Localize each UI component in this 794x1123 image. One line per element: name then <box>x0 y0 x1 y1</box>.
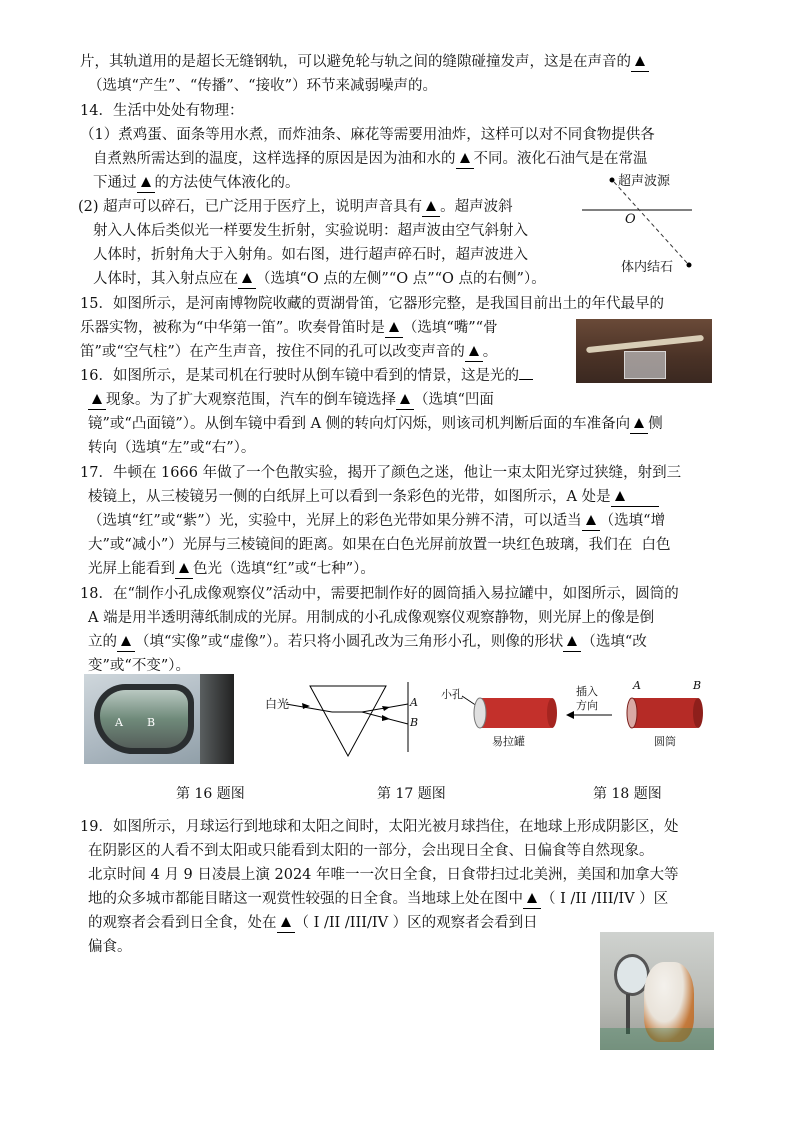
text: （选填“改 <box>581 634 647 650</box>
answer-blank[interactable] <box>611 488 659 507</box>
q14-line <box>93 221 528 241</box>
incident-ray <box>286 704 332 712</box>
q17-line <box>88 511 665 531</box>
text: 棱镜上，从三棱镜另一侧的白纸屏上可以看到一条彩色的光带，如图所示，A 处是 <box>88 489 611 505</box>
mirror-frame <box>94 684 194 754</box>
source-dot <box>610 178 615 183</box>
stone-dot <box>687 263 692 268</box>
text: 14．生活中处处有物理： <box>80 103 244 119</box>
text: 偏食。 <box>88 939 132 955</box>
tube-screen-end <box>627 698 637 728</box>
triangle-marker-icon <box>527 893 537 903</box>
q17-line <box>88 535 670 555</box>
text: 下通过 <box>93 175 137 191</box>
triangle-marker-icon <box>469 346 479 356</box>
q19-line <box>80 817 678 837</box>
q16-line <box>80 366 533 386</box>
tube-back <box>693 698 703 728</box>
prism-diagram <box>266 678 426 768</box>
q14-line <box>93 269 546 289</box>
answer-blank[interactable] <box>563 633 581 652</box>
answer-blank[interactable] <box>137 174 155 193</box>
prism <box>310 686 386 756</box>
q18-line <box>88 632 647 652</box>
text: （ I /II /III/IV ）区 <box>541 891 669 907</box>
q17-line <box>80 463 681 483</box>
direction-label: 方向 <box>576 699 598 712</box>
insert-arrow <box>566 710 616 720</box>
q15-line <box>80 318 498 338</box>
text: 人体时，其入射点应在 <box>93 271 238 287</box>
q17-line <box>88 487 659 507</box>
text: （选填“增 <box>599 513 666 529</box>
q14-title <box>80 101 243 121</box>
answer-blank[interactable] <box>465 343 483 362</box>
q13-line2 <box>88 76 437 96</box>
q19-line <box>88 937 132 957</box>
text: 现象。为了扩大观察范围，汽车的倒车镜选择 <box>106 392 396 408</box>
arrow-icon <box>382 706 390 711</box>
q19-line <box>88 889 668 909</box>
text: (2) 超声可以碎石，已广泛用于医疗上，说明声音具有 <box>78 199 423 215</box>
label-a: A <box>410 696 418 709</box>
mirror-label-b: B <box>147 716 156 729</box>
text: （选填“凹面 <box>414 392 494 408</box>
triangle-marker-icon <box>141 177 151 187</box>
display-stand <box>624 351 666 379</box>
answer-blank[interactable] <box>238 270 256 289</box>
text: （选填“O 点的左侧”“O 点”“O 点的右侧”）。 <box>256 271 546 287</box>
answer-blank[interactable] <box>88 391 106 410</box>
text: 的观察者会看到日全食，处在 <box>88 915 277 931</box>
answer-blank[interactable] <box>396 391 414 410</box>
answer-blank[interactable] <box>631 53 649 72</box>
text: 色光（选填“红”或“七种”）。 <box>193 561 375 577</box>
q14-line <box>80 125 655 145</box>
text: （选填“红”或“紫”）光，实验中，光屏上的彩色光带如果分辨不清，可以适当 <box>88 513 582 529</box>
q15-line: 笛”或“空气柱”）在产生声音，按住不同的孔可以改变声音的 。 <box>80 344 498 360</box>
text: 自煮熟所需达到的温度，这样选择的原因是因为油和水的 <box>93 151 456 167</box>
fig17-caption: 第 17 题图 <box>377 786 446 802</box>
q18-line <box>88 608 654 628</box>
triangle-marker-icon <box>179 563 189 573</box>
q14-line <box>93 245 528 265</box>
fig18-caption: 第 18 题图 <box>593 786 662 802</box>
can-body <box>480 698 552 728</box>
triangle-marker-icon <box>635 56 645 66</box>
q16-line <box>88 438 255 458</box>
triangle-marker-icon <box>242 273 252 283</box>
text: 转向（选填“左”或“右”）。 <box>88 440 256 456</box>
answer-blank[interactable] <box>582 512 600 531</box>
text: 侧 <box>648 416 663 432</box>
triangle-marker-icon <box>92 394 102 404</box>
q18-line <box>80 584 679 604</box>
label-b: B <box>410 716 419 729</box>
triangle-marker-icon <box>121 636 131 646</box>
text: 15．如图所示，是河南博物院收藏的贾湖骨笛，它器形完整，是我国目前出土的年代最早的 <box>80 296 664 312</box>
bone-flute-photo <box>576 319 712 383</box>
text: 19．如图所示，月球运行到地球和太阳之间时，太阳光被月球挡住，在地球上形成阴影区，处 <box>80 819 679 835</box>
source-label: 超声波源 <box>618 174 671 189</box>
q19-line <box>88 865 679 885</box>
text: 不同。液化石油气是在常温 <box>473 151 648 167</box>
text: （ I /II /III/IV ）区的观察者会看到日 <box>294 915 538 931</box>
o-point-label: O <box>625 212 636 227</box>
text: （选填“嘴”“骨 <box>402 320 498 336</box>
text: 18．在“制作小孔成像观察仪”活动中，需要把制作好的圆筒插入易拉罐中，如图所示，圆筒的 <box>80 586 679 602</box>
pinhole-label: 小孔 <box>441 688 463 701</box>
text: 。超声波斜 <box>440 199 513 215</box>
tube-body <box>632 698 698 728</box>
q16-line <box>88 390 494 410</box>
q16-line <box>88 414 663 434</box>
text: （填“实像”或“虚像”）。若只将小圆孔改为三角形小孔，则像的形状 <box>135 634 564 650</box>
cat-mirror-photo <box>600 932 714 1050</box>
answer-blank[interactable] <box>175 560 193 579</box>
fig16-caption: 第 16 题图 <box>176 786 245 802</box>
triangle-marker-icon <box>567 636 577 646</box>
mirror-glass <box>100 690 188 748</box>
triangle-marker-icon <box>426 201 436 211</box>
text: 北京时间 4 月 9 日凌晨上演 2024 年唯一一次日全食，日食带扫过北美洲，美国和加拿大等 <box>88 867 679 883</box>
tube-label: 圆筒 <box>654 735 676 748</box>
tube-drawing <box>626 692 706 734</box>
answer-blank[interactable] <box>422 198 440 217</box>
can-back <box>547 698 557 728</box>
triangle-marker-icon <box>586 515 596 525</box>
text: 人体时，折射角大于入射角。如右图，进行超声碎石时，超声波进入 <box>93 247 528 263</box>
text: 乐器实物，被称为“中华第一笛”。吹奏骨笛时是 <box>80 320 385 336</box>
can-label: 易拉罐 <box>492 735 525 748</box>
insert-label: 插入 <box>576 685 598 698</box>
text: 笛”或“空气柱”）在产生声音，按住不同的孔可以改变声音的 <box>80 344 465 360</box>
text: 地的众多城市都能目睹这一观赏性较强的日全食。当地球上处在图中 <box>88 891 523 907</box>
text: 在阴影区的人看不到太阳或只能看到太阳的一部分，会出现日全食、日偏食等自然现象。 <box>88 843 654 859</box>
answer-blank[interactable] <box>456 150 474 169</box>
q19-line <box>88 913 538 933</box>
text: 17．牛顿在 1666 年做了一个色散实验，揭开了颜色之迷，他让一束太阳光穿过狭缝，射到三 <box>80 465 682 481</box>
arrow-icon <box>382 715 390 721</box>
q13-line1 <box>80 52 649 72</box>
answer-blank[interactable] <box>385 319 403 338</box>
q18-line <box>88 656 190 676</box>
text: 变”或“不变”）。 <box>88 658 190 674</box>
text: 立的 <box>88 634 117 650</box>
answer-blank[interactable] <box>630 415 648 434</box>
text: 光屏上能看到 <box>88 561 175 577</box>
triangle-marker-icon <box>460 153 470 163</box>
car-door <box>200 674 234 764</box>
answer-blank[interactable] <box>519 379 533 380</box>
q17-line <box>88 559 375 579</box>
desk-items <box>600 1028 714 1050</box>
text: A 端是用半透明薄纸制成的光屏。用制成的小孔成像观察仪观察静物，则光屏上的像是倒 <box>88 610 655 626</box>
triangle-marker-icon <box>634 418 644 428</box>
q14-line <box>78 197 513 217</box>
triangle-marker-icon <box>389 322 399 332</box>
text: （1）煮鸡蛋、面条等用水煮，而炸油条、麻花等需要用油炸，这样可以对不同食物提供各 <box>80 127 655 143</box>
triangle-marker-icon <box>400 394 410 404</box>
white-light-label: 白光 <box>265 697 290 711</box>
q14-line <box>93 149 648 169</box>
tube-label-a: A <box>633 679 641 692</box>
q19-line <box>88 841 654 861</box>
text: 大”或“减小”）光屏与三棱镜间的距离。如果在白色光屏前放置一块红色玻璃，我们在 白色 <box>88 537 671 553</box>
rear-mirror-photo <box>84 674 234 764</box>
answer-blank[interactable] <box>523 890 541 909</box>
text: 16．如图所示，是某司机在行驶时从倒车镜中看到的情景，这是光的 <box>80 368 519 384</box>
answer-blank[interactable] <box>117 633 135 652</box>
mirror-label-a: A <box>115 716 123 729</box>
triangle-marker-icon <box>281 917 291 927</box>
arrow-left-icon <box>566 711 574 719</box>
text: 射入人体后类似光一样要发生折射，实验说明：超声波由空气斜射入 <box>93 223 528 239</box>
can-drawing <box>458 692 558 734</box>
text: 片，其轨道用的是超长无缝钢轨，可以避免轮与轨之间的缝隙碰撞发声，这是在声音的 <box>80 54 631 70</box>
text: 的方法使气体液化的。 <box>154 175 300 191</box>
can-end <box>474 698 486 728</box>
tube-label-b: B <box>693 679 702 692</box>
text: （选填“产生”、“传播”、“接收”）环节来减弱噪声的。 <box>88 78 437 94</box>
answer-blank[interactable] <box>277 914 295 933</box>
text: 镜”或“凸面镜”）。从倒车镜中看到 A 侧的转向灯闪烁，则该司机判断后面的车准备向 <box>88 416 631 432</box>
q15-line <box>80 294 664 314</box>
target-label: 体内结石 <box>621 260 674 275</box>
triangle-marker-icon <box>615 491 625 501</box>
q14-line <box>93 173 300 193</box>
